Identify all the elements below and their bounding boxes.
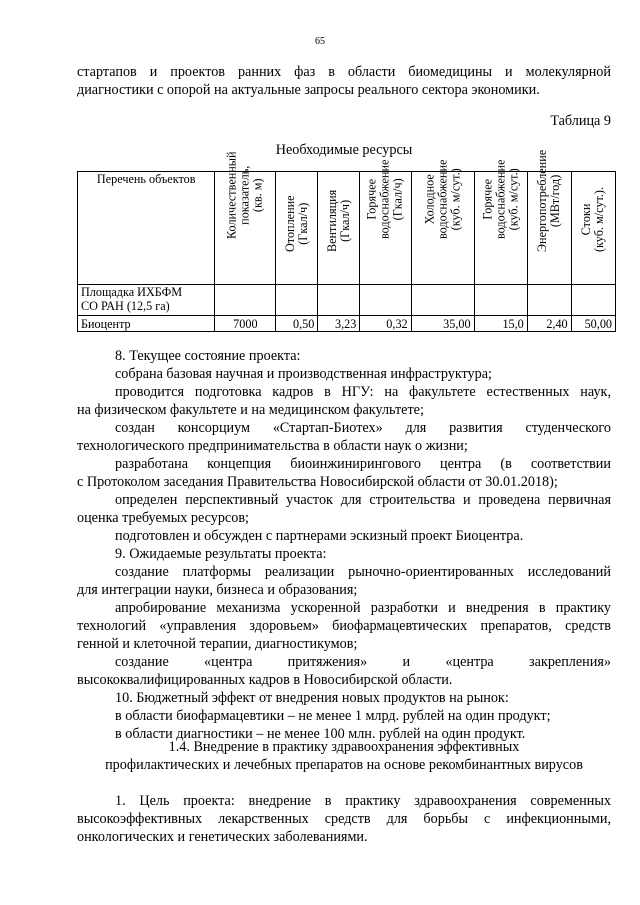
cell-heating: 0,50 — [276, 316, 318, 332]
header-objects: Перечень объектов — [78, 172, 215, 285]
header-heating: Отопление (Гкал/ч) — [276, 172, 318, 285]
list-item-continued: для интеграции науки, бизнеса и образования; — [77, 582, 358, 598]
list-item: апробирование механизма ускоренной разработки и внедрения в практику — [115, 600, 611, 616]
header-energy: Энергопотребление (МВт/год) — [527, 172, 571, 285]
list-item: в области диагностики – не менее 100 млн. рублей на один продукт. — [115, 726, 526, 742]
header-quantity: Количественный показатель, (кв. м) — [215, 172, 276, 285]
table-header-row — [78, 172, 616, 285]
list-item: разработана концепция биоинжинирингового центра (в соответствии — [115, 456, 611, 472]
cell-drains: 50,00 — [571, 316, 615, 332]
header-cold-water: Холодное водоснабжение (куб. м/сут.) — [411, 172, 474, 285]
list-item-continued: технологий «управления здоровьем» биофармацевтических препаратов, средств — [77, 618, 611, 634]
list-item-continued: генной и клеточной терапии, диагностикумов; — [77, 636, 358, 652]
goal-paragraph — [77, 792, 611, 846]
cell-hot-water: 0,32 — [360, 316, 411, 332]
table-title: Необходимые ресурсы — [275, 142, 413, 158]
section-10-title: 10. Бюджетный эффект от внедрения новых продуктов на рынок: — [115, 690, 509, 706]
header-drains: Стоки (куб. м/сут.). — [571, 172, 615, 285]
cell-hot-water-m3: 15,0 — [474, 316, 527, 332]
section-9-title: 9. Ожидаемые результаты проекта: — [115, 546, 327, 562]
cell-object-name: Площадка ИХБФМ СО РАН (12,5 га) — [78, 285, 215, 316]
header-ventilation: Вентиляция (Гкал/ч) — [318, 172, 360, 285]
list-item: создание платформы реализации рыночно-ориентированных исследований — [115, 564, 611, 580]
section-heading — [77, 738, 611, 774]
goal-line: 1. Цель проекта: внедрение в практику здравоохранения современных — [115, 793, 611, 809]
list-item-continued: технологического предпринимательства в области наук о жизни; — [77, 438, 468, 454]
list-item: определен перспективный участок для строительства и проведена первичная — [115, 492, 611, 508]
list-item: создание «центра притяжения» и «центра закрепления» — [115, 654, 611, 670]
section-heading-line: профилактических и лечебных препаратов на основе рекомбинантных вирусов — [105, 757, 583, 773]
cell-energy: 2,40 — [527, 316, 571, 332]
intro-line: диагностики с опорой на актуальные запросы реального сектора экономики. — [77, 82, 540, 98]
intro-paragraph — [77, 63, 611, 99]
body-text — [77, 347, 611, 743]
cell-object-name: Биоцентр — [78, 316, 215, 332]
list-item-continued: оценка требуемых ресурсов; — [77, 510, 249, 526]
list-item: в области биофармацевтики – не менее 1 млрд. рублей на один продукт; — [115, 708, 551, 724]
list-item-continued: на физическом факультете и на медицинском факультете; — [77, 402, 424, 418]
list-item: собрана базовая научная и производственная инфраструктура; — [115, 366, 492, 382]
section-8-title: 8. Текущее состояние проекта: — [115, 348, 301, 364]
cell-cold-water: 35,00 — [411, 316, 474, 332]
goal-line: высокоэффективных лекарственных средств для борьбы с инфекционными, — [77, 811, 611, 827]
table-label: Таблица 9 — [550, 113, 611, 129]
table-row — [78, 285, 616, 316]
header-hot-water: Горячее водоснабжение (Гкал/ч) — [360, 172, 411, 285]
list-item: проводится подготовка кадров в НГУ: на факультете естественных наук, — [115, 384, 611, 400]
list-item: подготовлен и обсужден с партнерами эскизный проект Биоцентра. — [115, 528, 524, 544]
section-heading-line: 1.4. Внедрение в практику здравоохранения эффективных — [168, 739, 520, 755]
goal-line: онкологических и генетических заболеваниями. — [77, 829, 368, 845]
intro-line: стартапов и проектов ранних фаз в области биомедицины и молекулярной — [77, 64, 611, 80]
list-item-continued: высококвалифицированных кадров в Новосибирской области. — [77, 672, 453, 688]
cell-quantity: 7000 — [215, 316, 276, 332]
list-item: создан консорциум «Стартап-Биотех» для развития студенческого — [115, 420, 611, 436]
page-number: 65 — [315, 36, 325, 47]
table-row — [78, 316, 616, 332]
cell-ventilation: 3,23 — [318, 316, 360, 332]
list-item-continued: с Протоколом заседания Правительства Новосибирской области от 30.01.2018); — [77, 474, 558, 490]
header-hot-water-m3: Горячее водоснабжение (куб. м/сут.) — [474, 172, 527, 285]
